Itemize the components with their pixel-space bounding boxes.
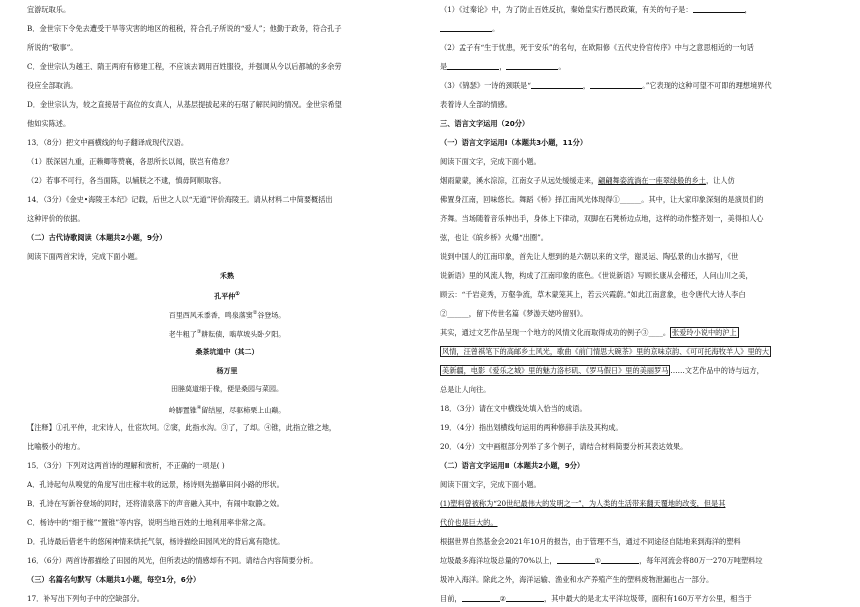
underlined-sentence: 翩翩舞姿流淌在一座翠绿般的乡土 bbox=[598, 176, 706, 185]
instruction-line: 阅读下面文字，完成下面小题。 bbox=[440, 157, 541, 166]
left-column bbox=[27, 0, 427, 607]
passage-line: 烟雨蒙蒙，溪水淙淙，江南女子从远处缓缓走来，翩翩舞姿流淌在一座翠绿般的乡土，让人仿 bbox=[440, 176, 735, 185]
question-13: 13．（8分）把文中画横线的句子翻译成现代汉语。 bbox=[27, 138, 189, 147]
passage-line: 总是让人向往。 bbox=[440, 385, 491, 394]
answer-blank[interactable] bbox=[601, 555, 639, 564]
underlined-sentence: (1)塑料曾被称为“20世纪最伟大的发明之一”，为人类的生活带来翻天覆地的改变，但是其 bbox=[440, 499, 726, 508]
passage-line: 佛置身江南，回味悠长。舞蹈《桥》择江南风光体现得①______。其中，让大家印象深刻的是演员们的 bbox=[440, 195, 764, 204]
section-heading-poetry: （二）古代诗歌阅读（本题共2小题，9分） bbox=[27, 233, 167, 242]
question-17-part1-cont: 。 bbox=[440, 22, 845, 35]
subsection-heading-2: （二）语言文字运用Ⅱ（本题共2小题，9分） bbox=[440, 461, 585, 470]
poem2-title: 桑茶坑道中（其二） bbox=[195, 347, 259, 356]
underlined-sentence: 代价也是巨大的。 bbox=[440, 518, 498, 527]
passage-line: 弦，也让《皖乡桥》火爆“出圈”。 bbox=[440, 233, 548, 242]
right-column bbox=[440, 0, 845, 607]
question-15: 15．（3分）下列对这两首诗的理解和赏析，不正确的一项是( ) bbox=[27, 461, 225, 470]
text-line: 役应全部取消。 bbox=[27, 81, 78, 90]
text-line: 表着诗人全部的情感。 bbox=[440, 100, 512, 109]
answer-blank[interactable] bbox=[557, 555, 595, 564]
answer-blank[interactable] bbox=[506, 61, 558, 70]
answer-blank[interactable] bbox=[440, 23, 492, 32]
passage-line: 目前， ② ，其中最大的是北太平洋垃圾带，面积有160万平方公里，相当于 bbox=[440, 594, 752, 603]
passage-line: 根据世界自然基金会2021年10月的报告，由于管理不当，通过不同途径自陆地来到海洋的塑料 bbox=[440, 537, 741, 546]
passage-line: 美新疆，电影《爱乐之城》里的魅力洛杉矶、《罗马假日》里的美丽罗马 ……文艺作品中的诗与远方， bbox=[442, 366, 764, 375]
passage-line: 圾冲入海洋。除此之外，海洋运输、渔业和水产养殖产生的塑料废物泄漏也占一部分。 bbox=[440, 575, 714, 584]
question-17-part2: （2）孟子有“生于忧患，死于安乐”的名句，在欧阳修《五代史伶官传序》中与之意思相近的一句话 bbox=[440, 43, 754, 52]
poem1-title: 禾熟 bbox=[220, 271, 234, 280]
passage-line: 垃圾最多海洋垃圾总量的70%以上， ① ，每年河流会将80万一270万吨塑料垃 bbox=[440, 556, 763, 565]
question-15-option-b: B．孔诗在写新谷登场的同时，还将清泉落下的声音融入其中，有闹中取静之效。 bbox=[27, 499, 284, 508]
answer-blank[interactable] bbox=[506, 593, 544, 602]
boxed-examples: 张爱玲小说中的沪上 bbox=[672, 328, 737, 337]
boxed-examples: 美新疆，电影《爱乐之城》里的魅力洛杉矶、《罗马假日》里的美丽罗马 bbox=[442, 366, 669, 375]
section-heading-recitation: （三）名篇名句默写（本题共1小题，每空1分，6分） bbox=[27, 575, 201, 584]
poem2-line1: 田塍莫道细于椽，便是桑园与菜园。 bbox=[171, 385, 283, 393]
question-13-part1: （1）朕深居九重，正赖卿等赞襄，各思所长以闻，朕岂有倦怠？ bbox=[27, 157, 233, 166]
question-17-part3: （3）《锦瑟》一诗的颈联是“ ， 。”它表现的这种可望不可即的理想境界代 bbox=[440, 81, 772, 90]
answer-blank[interactable] bbox=[693, 4, 745, 13]
question-13-part2: （2）若事不可行，各当面陈，以辅朕之不逮，慎毋阿顺取容。 bbox=[27, 176, 226, 185]
option-b-line: B．金世宗下令免去遭受干旱等灾害的地区的租税，符合孔子所说的“爱人”；他勤于政务，符合孔子 bbox=[27, 24, 342, 33]
answer-blank[interactable] bbox=[447, 61, 499, 70]
answer-blank[interactable] bbox=[462, 593, 500, 602]
option-c-line: C．金世宗认为越王、隋王两府有修建工程，不应该去调用百姓服役，并强调从今以后都城的多余劳 bbox=[27, 62, 342, 71]
poem2-line2: 岭脚置锥④留结屋，尽驱柿栗上山巅。 bbox=[168, 405, 286, 415]
poem2-author: 杨万里 bbox=[216, 366, 238, 375]
passage-line: 说到中国人的江南印象，首先让人想到的是六朝以来的文学，谢灵运、陶弘景的山水描写，《世 bbox=[440, 252, 739, 261]
poem-notes-cont: 比喻极小的地方。 bbox=[27, 442, 85, 451]
option-d-line: D．金世宗认为，较之直接居于高位的女真人，从基层提拔起来的石琚了解民间的情况。金世宗希望 bbox=[27, 100, 342, 109]
text-line: 所说的“敬事”。 bbox=[27, 43, 78, 52]
question-15-option-d: D．孔诗最后借老牛的悠闲神情来烘托气氛，杨诗描绘田园风光的背后寓有隐忧。 bbox=[27, 537, 285, 546]
passage-line: 其实，通过文艺作品呈现一个地方的风情文化而取得成功的例子③____。 张爱玲小说中的沪上 bbox=[440, 328, 737, 337]
question-17-part2-cont: 是 ， 。 bbox=[440, 62, 566, 71]
poem-notes: 【注释】①孔平仲，北宋诗人，仕宦坎坷。②窦，此指水沟。③了，了却。④锥，此指立锥之地， bbox=[27, 423, 337, 432]
passage-line: 说新语》里的风流人物，构成了江南印象的底色。《世说新语》写顾长康从会稽还，人问山川之美， bbox=[440, 271, 753, 280]
text-line: 他如实陈述。 bbox=[27, 119, 71, 128]
poem1-line1: 百里西风禾黍香，鸣泉落窦②谷登场。 bbox=[168, 310, 286, 320]
question-17: 17．补写出下列句子中的空缺部分。 bbox=[27, 594, 144, 603]
section-heading-language: 三、语言文字运用（20分） bbox=[440, 119, 530, 128]
passage-line: ②______，留下传世名篇《梦游天姥吟留别》。 bbox=[440, 309, 588, 318]
answer-blank[interactable] bbox=[590, 80, 642, 89]
poem1-author: 孔平仲① bbox=[214, 291, 240, 301]
question-17-part1: （1）《过秦论》中，为了防止百姓反抗，秦始皇实行愚民政策，有关的句子是： ， bbox=[440, 5, 752, 14]
question-18: 18．（3分）请在文中横线处填入恰当的成语。 bbox=[440, 404, 587, 413]
subsection-heading-1: （一）语言文字运用Ⅰ（本题共3小题，11分） bbox=[440, 138, 588, 147]
question-15-option-c: C．杨诗中的“细于椽”“置锥”等内容，说明当地百姓的土地利用率非常之高。 bbox=[27, 518, 271, 527]
text-line: 宜游玩取乐。 bbox=[27, 5, 71, 14]
boxed-examples: 风情，汪曾祺笔下的高邮乡土风光，歌曲《前门情思大碗茶》里的京味京韵、《可可托海牧羊人》里的大 bbox=[442, 347, 770, 356]
passage-line: 顾云：“千岩竞秀，万壑争流，草木蒙笼其上，若云兴霞蔚。”如此江南意象，也令唐代大诗人李白 bbox=[440, 290, 746, 299]
question-20: 20．（4分）文中画框部分列举了多个例子，请结合材料简要分析其表达效果。 bbox=[440, 442, 688, 451]
question-14: 14．（3分）《金史•海陵王本纪》记载，后世之人以“无道”评价海陵王。请从材料二中简要概括出 bbox=[27, 195, 333, 204]
question-15-option-a: A．孔诗起句从嗅觉的角度写出庄稼丰收的远景，杨诗则先描摹田间小路的形状。 bbox=[27, 480, 284, 489]
question-19: 19．（4分）指出划横线句运用的两种修辞手法及其构成。 bbox=[440, 423, 623, 432]
instruction-line: 阅读下面文字，完成下面小题。 bbox=[440, 480, 541, 489]
passage-line bbox=[440, 345, 845, 358]
poem1-line2: 老牛粗了③耕耘债，啮草坡头卧夕阳。 bbox=[168, 329, 286, 339]
question-16: 16．（6分）两首诗都描绘了田园的风光，但所表达的情感却有不同。请结合内容简要分析。 bbox=[27, 556, 318, 565]
text-line: 这种评价的依据。 bbox=[27, 214, 85, 223]
instruction-line: 阅读下面两首宋诗，完成下面小题。 bbox=[27, 252, 143, 261]
answer-blank[interactable] bbox=[531, 80, 583, 89]
passage-line: 齐舞。当场随着音乐伸出手，身体上下律动，双脚在石凳桥边点地，这样的动作整齐划一，美得扣人心 bbox=[440, 214, 764, 223]
